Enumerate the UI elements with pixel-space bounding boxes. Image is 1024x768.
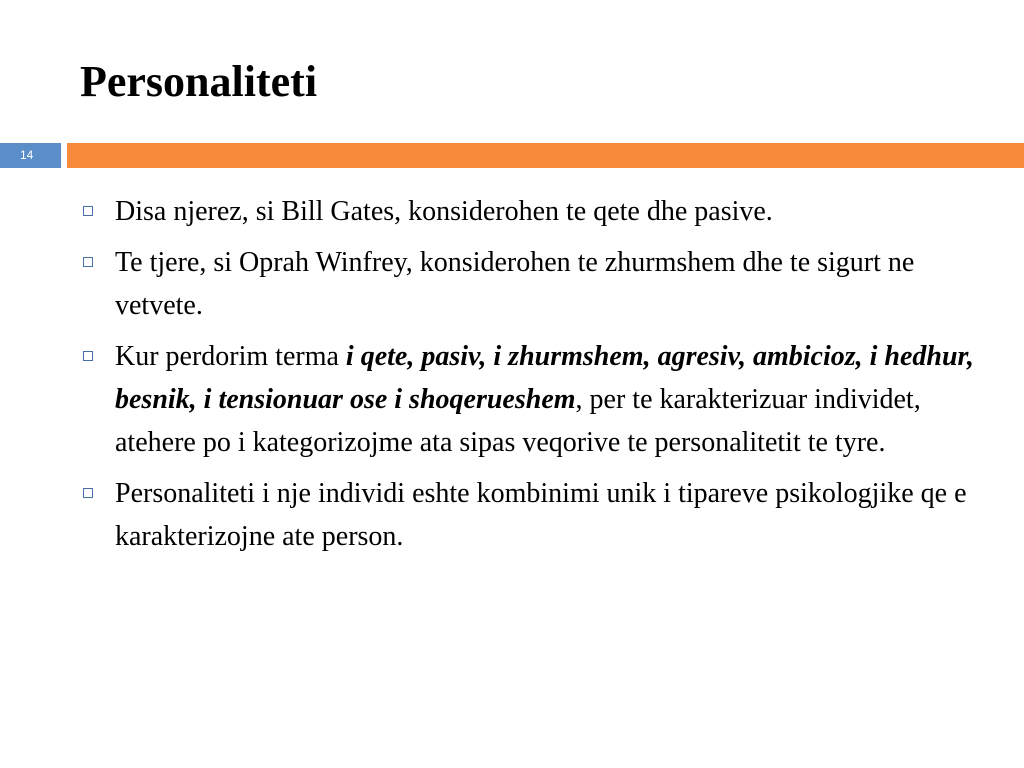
bullet-item [80,335,995,464]
bullet-text-intro: Kur perdorim terma [115,341,346,372]
slide-number: 14 [20,148,34,162]
accent-bar [67,143,1024,168]
hollow-square-icon [83,257,93,267]
bullet-text-end: , per te karakterizuar individet, atehere po i kategorizojme ata sipas veqorive te personalitetit te tyre. [115,384,921,458]
bullet-item [80,190,995,233]
hollow-square-icon [83,351,93,361]
bullet-list [80,190,995,566]
hollow-square-icon [83,206,93,216]
bullet-text: Personaliteti i nje individi eshte kombinimi unik i tipareve psikologjike qe e karakterizojne ate person. [115,478,967,552]
bullet-emphasis-terms: i qete, pasiv, i zhurmshem, agresiv, ambicioz, i hedhur, besnik, i tensionuar ose i shoqerueshem [115,341,974,415]
slide-title: Personaliteti [80,57,318,106]
bullet-item [80,241,995,327]
bullet-text: Disa njerez, si Bill Gates, konsiderohen te qete dhe pasive. [115,196,773,227]
hollow-square-icon [83,488,93,498]
bullet-text: Te tjere, si Oprah Winfrey, konsiderohen te zhurmshem dhe te sigurt ne vetvete. [115,247,915,321]
bullet-item [80,472,995,558]
